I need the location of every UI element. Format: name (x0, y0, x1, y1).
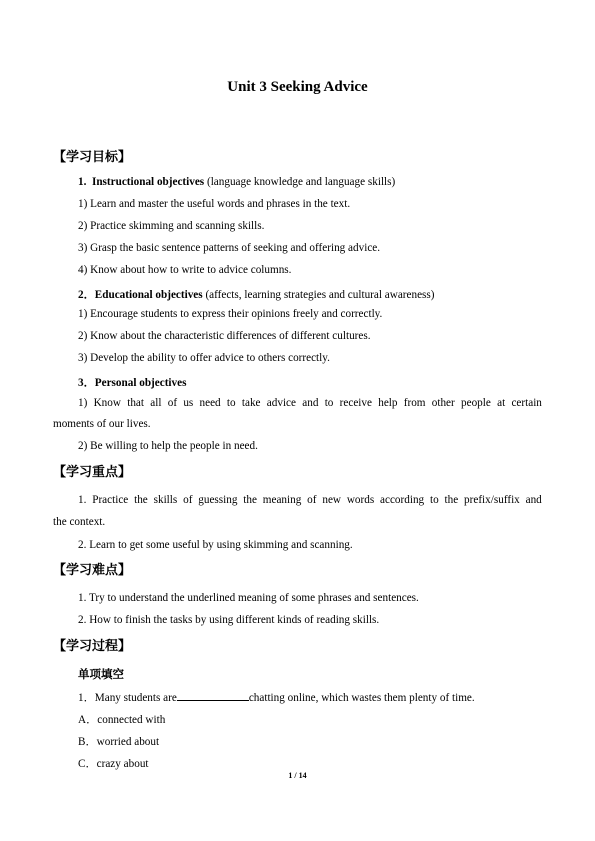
section-heading-key-points: 【学习重点】 (53, 465, 132, 480)
list-item: 3) Grasp the basic sentence patterns of seeking and offering advice. (78, 242, 381, 254)
objective-label: Educational objectives (94, 289, 203, 301)
word: certain (511, 397, 542, 409)
page-number: 1 / 14 (288, 771, 307, 780)
answer-blank (177, 689, 249, 701)
paragraph-continuation: moments of our lives. (53, 418, 151, 430)
word: other (431, 397, 455, 409)
section-heading-difficulties: 【学习难点】 (53, 563, 132, 578)
word: of (183, 494, 193, 506)
list-item: 2. How to finish the tasks by using different kinds of reading skills. (78, 614, 380, 626)
word: the (444, 494, 459, 506)
objective-heading-personal (78, 374, 186, 390)
word: from (403, 397, 426, 409)
word: at (497, 397, 506, 409)
word: words (346, 494, 375, 506)
word: that (127, 397, 144, 409)
word: according (380, 494, 425, 506)
answer-option-c: C．crazy about (78, 758, 149, 770)
section-heading-process: 【学习过程】 (53, 639, 132, 654)
word: new (322, 494, 341, 506)
objective-heading-educational (78, 286, 434, 302)
word: guessing (198, 494, 238, 506)
question-after-blank: chatting online, which wastes them plenty of time. (248, 692, 475, 704)
objective-heading-instructional (78, 176, 395, 188)
objective-note: (language knowledge and language skills) (204, 176, 396, 188)
word: the (134, 494, 148, 506)
list-item: 1) Encourage students to express their opinions freely and correctly. (78, 308, 383, 320)
word: to (429, 494, 439, 506)
list-item: 3) Develop the ability to offer advice to others correctly. (78, 352, 330, 364)
word: us (183, 397, 194, 409)
word: take (241, 397, 261, 409)
word: prefix/suffix (464, 494, 520, 506)
question-text (78, 689, 475, 705)
word: all (150, 397, 162, 409)
question-before-blank: 1．Many students are (78, 692, 177, 704)
list-item: 2. Learn to get some useful by using skimming and scanning. (78, 539, 353, 551)
section-heading-goals: 【学习目标】 (53, 150, 132, 165)
page-title: Unit 3 Seeking Advice (227, 79, 368, 95)
word: 1) (78, 397, 88, 409)
word: Know (93, 397, 121, 409)
word: skills (153, 494, 178, 506)
word: Practice (92, 494, 129, 506)
word: 1. (78, 494, 87, 506)
word: need (199, 397, 221, 409)
list-item: 2) Know about the characteristic differences of different cultures. (78, 330, 371, 342)
justified-line (78, 494, 542, 506)
word: help (378, 397, 398, 409)
list-item: 1. Try to understand the underlined meaning of some phrases and sentences. (78, 592, 419, 604)
word: receive (339, 397, 372, 409)
objective-number: 1. (78, 176, 87, 188)
list-item: 2) Be willing to help the people in need. (78, 440, 258, 452)
word: the (243, 494, 257, 506)
list-item: 2) Practice skimming and scanning skills. (78, 220, 265, 232)
word: to (324, 397, 334, 409)
answer-option-b: B．worried about (78, 736, 160, 748)
word: of (167, 397, 178, 409)
word: people (461, 397, 491, 409)
word: and (302, 397, 319, 409)
word: of (307, 494, 317, 506)
objective-label: Personal objectives (94, 377, 187, 389)
exercise-subheading: 单项填空 (78, 667, 124, 681)
list-item: 1) Learn and master the useful words and phrases in the text. (78, 198, 351, 210)
word: advice (266, 397, 296, 409)
objective-number: 3． (78, 377, 95, 389)
objective-label: Instructional objectives (91, 176, 205, 188)
word: to (226, 397, 236, 409)
word: meaning (262, 494, 302, 506)
paragraph-continuation: the context. (53, 516, 106, 528)
word: and (525, 494, 542, 506)
justified-line (78, 397, 542, 409)
objective-note: (affects, learning strategies and cultural awareness) (202, 289, 435, 301)
objective-number: 2． (78, 289, 95, 301)
list-item: 4) Know about how to write to advice columns. (78, 264, 292, 276)
answer-option-a: A．connected with (78, 714, 166, 726)
